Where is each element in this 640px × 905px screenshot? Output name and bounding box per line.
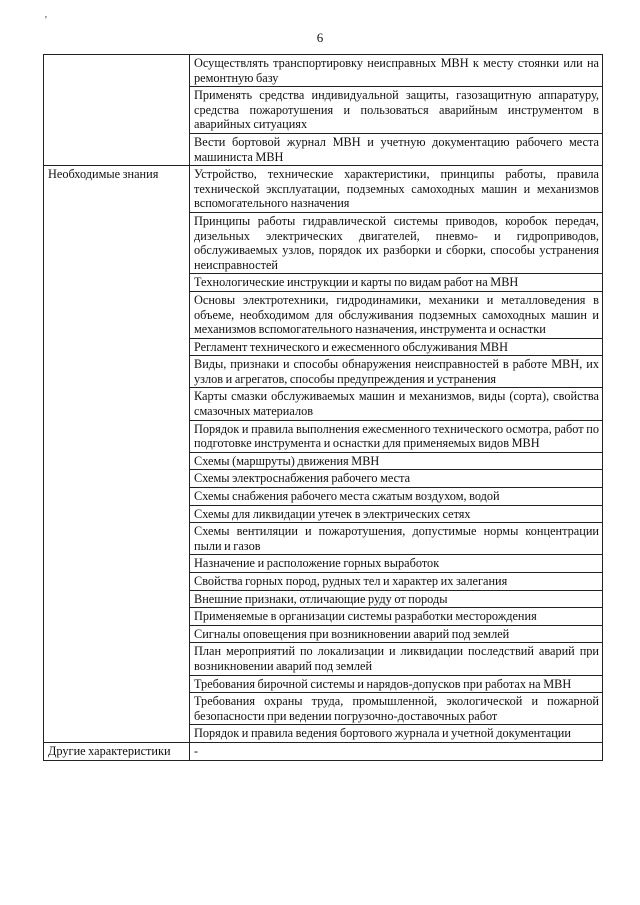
row-label-cell — [44, 420, 190, 452]
row-label-cell — [44, 470, 190, 488]
knowledge-row — [44, 608, 603, 626]
row-label-cell — [44, 675, 190, 693]
row-content-cell: Вести бортовой журнал МВН и учетную документацию рабочего места машиниста МВН — [190, 133, 603, 165]
page-number: 6 — [316, 30, 324, 45]
knowledge-row — [44, 625, 603, 643]
knowledge-row — [44, 675, 603, 693]
row-label-cell: Необходимые знания — [44, 166, 190, 213]
knowledge-row — [44, 166, 603, 213]
other-row — [44, 742, 603, 760]
knowledge-row — [44, 523, 603, 555]
row-label-cell — [44, 87, 190, 134]
row-content-cell: Схемы (маршруты) движения МВН — [190, 452, 603, 470]
row-label-cell — [44, 133, 190, 165]
row-label-cell — [44, 291, 190, 338]
row-content-cell: Осуществлять транспортировку неисправных МВН к месту стоянки или на ремонтную базу — [190, 55, 603, 87]
row-content-cell: Технологические инструкции и карты по видам работ на МВН — [190, 274, 603, 292]
row-content-cell: Схемы электроснабжения рабочего места — [190, 470, 603, 488]
row-content-cell: Назначение и расположение горных выработок — [190, 555, 603, 573]
row-content-cell: Порядок и правила ведения бортового журнала и учетной документации — [190, 725, 603, 743]
row-label-cell — [44, 725, 190, 743]
row-content-cell: Виды, признаки и способы обнаружения неисправностей в работе МВН, их узлов и агрегатов, способы предупреждения и устранения — [190, 356, 603, 388]
row-content-cell: Применять средства индивидуальной защиты, газозащитную аппаратуру, средства пожаротушения и пользоваться аварийным инструментом в аварийных ситуациях — [190, 87, 603, 134]
row-label-cell — [44, 388, 190, 420]
row-label-cell: Другие характеристики — [44, 742, 190, 760]
row-label-cell — [44, 643, 190, 675]
row-label-cell — [44, 608, 190, 626]
row-label-cell — [44, 693, 190, 725]
knowledge-row — [44, 452, 603, 470]
row-content-cell: Свойства горных пород, рудных тел и характер их залегания — [190, 573, 603, 591]
row-content-cell: Схемы снабжения рабочего места сжатым воздухом, водой — [190, 488, 603, 506]
knowledge-row — [44, 488, 603, 506]
row-label-cell — [44, 555, 190, 573]
row-label-cell — [44, 505, 190, 523]
row-content-cell: - — [190, 742, 603, 760]
row-content-cell: Сигналы оповещения при возникновении аварий под землей — [190, 625, 603, 643]
row-content-cell: Карты смазки обслуживаемых машин и механизмов, виды (сорта), свойства смазочных материалов — [190, 388, 603, 420]
row-label-cell — [44, 452, 190, 470]
row-content-cell: Регламент технического и ежесменного обслуживания МВН — [190, 338, 603, 356]
knowledge-row — [44, 590, 603, 608]
knowledge-row — [44, 725, 603, 743]
row-label-cell — [44, 625, 190, 643]
knowledge-row — [44, 555, 603, 573]
knowledge-row — [44, 420, 603, 452]
row-content-cell: План мероприятий по локализации и ликвидации последствий аварий при возникновении аварий под землей — [190, 643, 603, 675]
skill-row — [44, 87, 603, 134]
row-label-cell — [44, 356, 190, 388]
row-content-cell: Основы электротехники, гидродинамики, механики и металловедения в объеме, необходимом для обслуживания подземных самоходных машин и механизмов вспомогательного назначения, инструмента и оснастки — [190, 291, 603, 338]
knowledge-row — [44, 388, 603, 420]
row-content-cell: Применяемые в организации системы разработки месторождения — [190, 608, 603, 626]
knowledge-row — [44, 291, 603, 338]
knowledge-row — [44, 274, 603, 292]
row-label-cell — [44, 338, 190, 356]
knowledge-row — [44, 338, 603, 356]
row-content-cell: Устройство, технические характеристики, принципы работы, правила технической эксплуатации, подземных самоходных машин и механизмов вспомогательного назначения — [190, 166, 603, 213]
knowledge-row — [44, 470, 603, 488]
row-content-cell: Требования охраны труда, промышленной, экологической и пожарной безопасности при ведении погрузочно-доставочных работ — [190, 693, 603, 725]
skill-row — [44, 133, 603, 165]
row-content-cell: Схемы вентиляции и пожаротушения, допустимые нормы концентрации пыли и газов — [190, 523, 603, 555]
row-content-cell: Требования бирочной системы и нарядов-допусков при работах на МВН — [190, 675, 603, 693]
knowledge-row — [44, 643, 603, 675]
knowledge-row — [44, 212, 603, 273]
margin-mark: ’ — [44, 14, 48, 26]
row-content-cell: Схемы для ликвидации утечек в электрических сетях — [190, 505, 603, 523]
row-label-cell — [44, 590, 190, 608]
row-label-cell — [44, 573, 190, 591]
row-label-cell — [44, 523, 190, 555]
row-content-cell: Порядок и правила выполнения ежесменного технического осмотра, работ по подготовке инструмента и оснастки для применяемых видов МВН — [190, 420, 603, 452]
skill-row — [44, 55, 603, 87]
row-content-cell: Внешние признаки, отличающие руду от породы — [190, 590, 603, 608]
knowledge-row — [44, 356, 603, 388]
row-content-cell: Принципы работы гидравлической системы приводов, коробок передач, дизельных электрических двигателей, пневмо- и гидроприводов, обслуживаемых узлов, порядок их разборки и сборки, способы устранения неисправностей — [190, 212, 603, 273]
row-label-cell — [44, 55, 190, 87]
knowledge-row — [44, 505, 603, 523]
row-label-cell — [44, 212, 190, 273]
row-label-cell — [44, 488, 190, 506]
knowledge-row — [44, 573, 603, 591]
row-label-cell — [44, 274, 190, 292]
requirements-table — [43, 54, 603, 761]
knowledge-row — [44, 693, 603, 725]
